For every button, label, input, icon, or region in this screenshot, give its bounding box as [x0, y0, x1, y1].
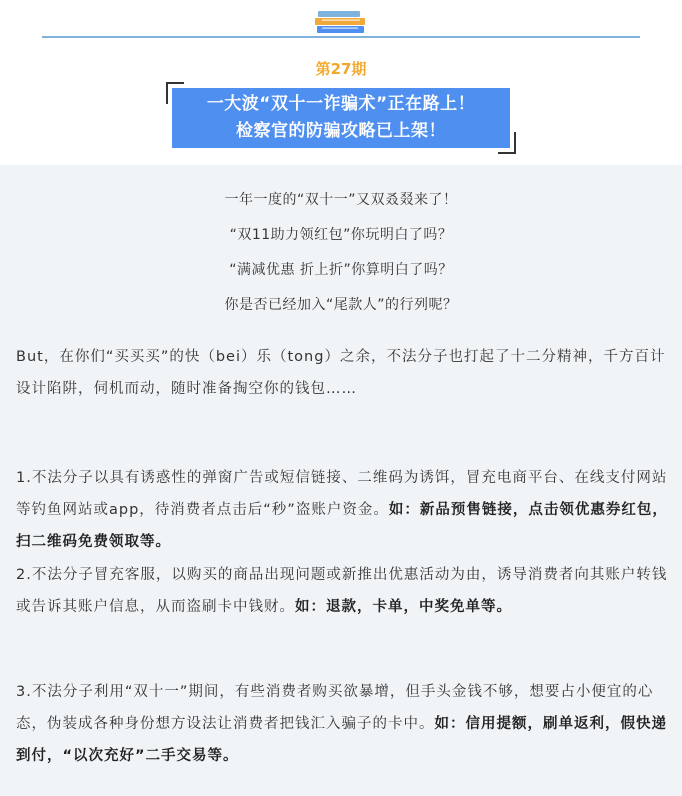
intro-line: 你是否已经加入“尾款人”的行列呢？	[224, 297, 458, 313]
article-header	[0, 0, 682, 165]
intro-line: 一年一度的“双十一”又双叒叕来了！	[224, 192, 458, 208]
paragraph-examples: 如：信用提额，刷单返利，假快递到付，“以次充好”二手交易等。	[16, 716, 667, 764]
paragraph-scam-1	[16, 462, 668, 558]
title-banner	[166, 82, 516, 154]
paragraph-examples: 如：退款，卡单，中奖免单等。	[295, 599, 512, 615]
issue-number: 第27期	[315, 60, 367, 78]
title-line-1: 一大波“双十一诈骗术”正在路上！	[206, 94, 476, 114]
article-body	[0, 165, 682, 796]
paragraph-text: 3.不法分子利用“双十一”期间，有些消费者购买欲暴增，但手头金钱不够，想要占小便宜的心态，伪装成各种身份想方设法让消费者把钱汇入骗子的卡中。	[16, 684, 654, 732]
title-line-2: 检察官的防骗攻略已上架！	[236, 121, 446, 141]
title-box	[172, 88, 510, 148]
header-divider	[42, 36, 640, 38]
paragraph-text: 2.不法分子冒充客服，以购买的商品出现问题或新推出优惠活动为由，诱导消费者向其账户转钱或告诉其账户信息，从而盗刷卡中钱财。	[16, 567, 668, 615]
paragraph-scam-3	[16, 676, 668, 772]
paragraph-warning: But，在你们“买买买”的快（bei）乐（tong）之余，不法分子也打起了十二分精神，千方百计设计陷阱，伺机而动，随时准备掏空你的钱包……	[16, 349, 666, 397]
paragraph-text: 1.不法分子以具有诱惑性的弹窗广告或短信链接、二维码为诱饵，冒充电商平台、在线支付网站等钓鱼网站或app，待消费者点击后“秒”盗账户资金。	[16, 470, 668, 518]
intro-line: “满减优惠 折上折”你算明白了吗？	[229, 262, 453, 278]
intro-line: “双11助力领红包”你玩明白了吗？	[229, 227, 453, 243]
intro-block	[0, 183, 682, 323]
paragraph-examples: 如：新品预售链接，点击领优惠券红包，扫二维码免费领取等。	[16, 502, 668, 550]
books-stack-icon	[314, 10, 368, 36]
paragraph-scam-2	[16, 559, 668, 623]
